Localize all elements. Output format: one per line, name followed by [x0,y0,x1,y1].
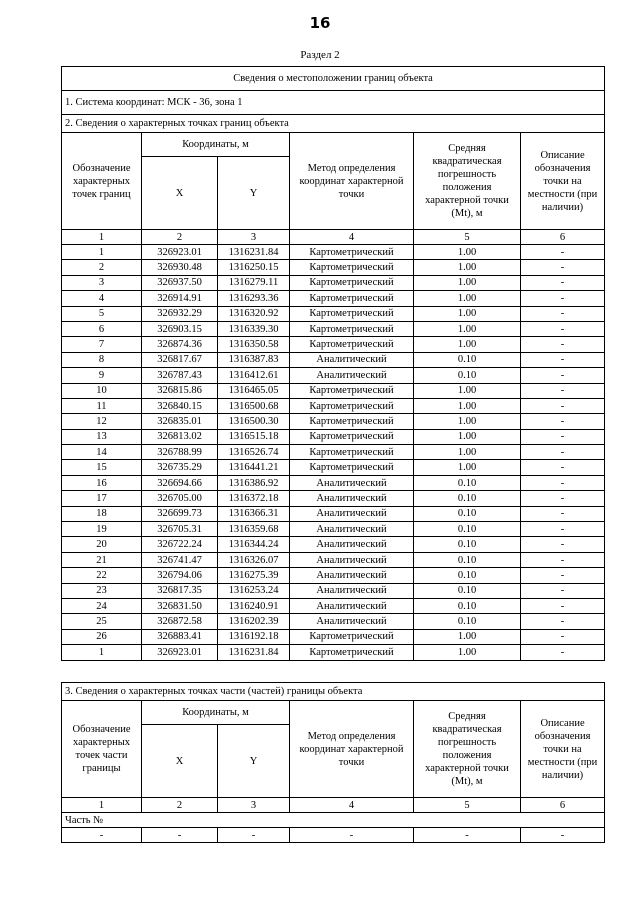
error: 0.10 [414,583,521,598]
method: Картометрический [290,460,414,475]
part-cell: - [414,828,521,843]
header-y: Y [218,157,290,230]
coord-y: 1316350.58 [218,337,290,352]
description: - [521,245,605,260]
table-row [62,491,605,506]
coord-y: 1316500.68 [218,398,290,413]
header-method: Метод определения координат характерной точки [290,133,414,230]
error: 0.10 [414,522,521,537]
description: - [521,475,605,490]
coord-y: 1316320.92 [218,306,290,321]
table-row [62,383,605,398]
method: Картометрический [290,321,414,336]
point-number: 11 [62,398,142,413]
table-row [62,260,605,275]
point-number: 1 [62,645,142,660]
point-number: 10 [62,383,142,398]
header-error: Средняя квадратическая погрешность положения характерной точки (Mt), м [414,133,521,230]
header-description-part: Описание обозначения точки на местности (при наличии) [521,701,605,798]
coord-x: 326817.67 [142,352,218,367]
coord-x: 326794.06 [142,568,218,583]
description: - [521,522,605,537]
table-row [62,245,605,260]
error: 1.00 [414,321,521,336]
description: - [521,568,605,583]
method: Аналитический [290,368,414,383]
coord-x: 326840.15 [142,398,218,413]
header-y-part: Y [218,725,290,798]
point-number: 5 [62,306,142,321]
column-numbers-row [62,230,605,245]
point-number: 12 [62,414,142,429]
coord-x: 326817.35 [142,583,218,598]
point-number: 25 [62,614,142,629]
description: - [521,583,605,598]
header-method-part: Метод определения координат характерной точки [290,701,414,798]
coord-y: 1316192.18 [218,629,290,644]
coord-x: 326699.73 [142,506,218,521]
coord-y: 1316339.30 [218,321,290,336]
method: Картометрический [290,260,414,275]
section-title: Раздел 2 [300,49,340,61]
coord-x: 326923.01 [142,645,218,660]
error: 1.00 [414,306,521,321]
coord-x: 326741.47 [142,552,218,567]
coord-y: 1316279.11 [218,275,290,290]
coord-y: 1316250.15 [218,260,290,275]
table-row [62,629,605,644]
point-number: 18 [62,506,142,521]
column-number: 2 [142,230,218,245]
error: 1.00 [414,429,521,444]
coord-x: 326937.50 [142,275,218,290]
coord-y: 1316500.30 [218,414,290,429]
description: - [521,337,605,352]
column-number: 4 [290,230,414,245]
table-title: Сведения о местоположении границ объекта [62,67,605,91]
method: Картометрический [290,414,414,429]
coord-x: 326930.48 [142,260,218,275]
header-point-label-part: Обозначение характерных точек части границы [62,701,142,798]
table-row [62,429,605,444]
table-row [62,552,605,567]
method: Аналитический [290,583,414,598]
point-number: 21 [62,552,142,567]
coord-y: 1316344.24 [218,537,290,552]
error: 1.00 [414,337,521,352]
table-row [62,368,605,383]
point-number: 24 [62,598,142,613]
coord-y: 1316412.61 [218,368,290,383]
error: 1.00 [414,629,521,644]
coord-x: 326705.31 [142,522,218,537]
method: Аналитический [290,491,414,506]
point-number: 8 [62,352,142,367]
error: 0.10 [414,352,521,367]
method: Картометрический [290,306,414,321]
table-row [62,598,605,613]
description: - [521,598,605,613]
method: Картометрический [290,445,414,460]
point-number: 19 [62,522,142,537]
point-number: 22 [62,568,142,583]
header-description: Описание обозначения точки на местности (при наличии) [521,133,605,230]
table-row [62,445,605,460]
error: 0.10 [414,598,521,613]
column-number: 3 [218,230,290,245]
error: 0.10 [414,506,521,521]
error: 1.00 [414,460,521,475]
error: 1.00 [414,245,521,260]
error: 0.10 [414,568,521,583]
part-label: Часть № [62,813,605,828]
header-x: X [142,157,218,230]
header-point-label: Обозначение характерных точек границ [62,133,142,230]
coord-y: 1316359.68 [218,522,290,537]
column-number: 3 [218,798,290,813]
method: Аналитический [290,352,414,367]
table-row [62,506,605,521]
method: Картометрический [290,275,414,290]
column-number: 1 [62,798,142,813]
description: - [521,275,605,290]
column-number: 5 [414,230,521,245]
method: Картометрический [290,645,414,660]
error: 0.10 [414,552,521,567]
point-number: 2 [62,260,142,275]
header-coords-part: Координаты, м [142,701,290,725]
description: - [521,614,605,629]
coord-x: 326705.00 [142,491,218,506]
coord-x: 326883.41 [142,629,218,644]
error: 1.00 [414,398,521,413]
part-table [61,682,605,843]
description: - [521,368,605,383]
table-row [62,583,605,598]
header-x-part: X [142,725,218,798]
coord-x: 326914.91 [142,291,218,306]
table-row [62,337,605,352]
description: - [521,352,605,367]
method: Аналитический [290,552,414,567]
point-number: 3 [62,275,142,290]
error: 1.00 [414,275,521,290]
method: Картометрический [290,291,414,306]
coord-x: 326813.02 [142,429,218,444]
subsection-2: 2. Сведения о характерных точках границ объекта [62,115,605,133]
table-row [62,414,605,429]
table-row [62,522,605,537]
table-row [62,645,605,660]
method: Картометрический [290,383,414,398]
table-row [62,568,605,583]
coord-y: 1316366.31 [218,506,290,521]
column-number: 6 [521,230,605,245]
coord-y: 1316240.91 [218,598,290,613]
description: - [521,537,605,552]
description: - [521,506,605,521]
error: 0.10 [414,491,521,506]
description: - [521,398,605,413]
part-cell: - [290,828,414,843]
boundary-table [61,66,605,661]
point-number: 15 [62,460,142,475]
coord-y: 1316293.36 [218,291,290,306]
description: - [521,460,605,475]
column-number: 6 [521,798,605,813]
method: Аналитический [290,506,414,521]
description: - [521,260,605,275]
method: Аналитический [290,522,414,537]
method: Аналитический [290,568,414,583]
description: - [521,383,605,398]
point-number: 26 [62,629,142,644]
description: - [521,291,605,306]
method: Аналитический [290,537,414,552]
point-number: 23 [62,583,142,598]
method: Картометрический [290,337,414,352]
coord-y: 1316202.39 [218,614,290,629]
table-row [62,614,605,629]
method: Картометрический [290,245,414,260]
table-row [62,306,605,321]
column-number: 5 [414,798,521,813]
coord-system: 1. Система координат: МСК - 36, зона 1 [62,91,605,115]
table-row [62,828,605,843]
error: 1.00 [414,383,521,398]
column-number: 1 [62,230,142,245]
table-row [62,475,605,490]
coord-x: 326831.50 [142,598,218,613]
coord-y: 1316386.92 [218,475,290,490]
part-cell: - [142,828,218,843]
coord-x: 326788.99 [142,445,218,460]
point-number: 7 [62,337,142,352]
point-number: 9 [62,368,142,383]
part-cell: - [218,828,290,843]
coord-x: 326923.01 [142,245,218,260]
description: - [521,629,605,644]
method: Картометрический [290,398,414,413]
point-number: 14 [62,445,142,460]
coord-y: 1316515.18 [218,429,290,444]
coord-y: 1316372.18 [218,491,290,506]
page-number: 16 [309,14,331,32]
coord-y: 1316387.83 [218,352,290,367]
part-cell: - [62,828,142,843]
column-number: 4 [290,798,414,813]
coord-y: 1316441.21 [218,460,290,475]
description: - [521,645,605,660]
header-error-part: Средняя квадратическая погрешность положения характерной точки (Mt), м [414,701,521,798]
error: 0.10 [414,368,521,383]
table-row [62,460,605,475]
error: 0.10 [414,537,521,552]
description: - [521,321,605,336]
method: Аналитический [290,475,414,490]
coord-x: 326872.58 [142,614,218,629]
coord-x: 326815.86 [142,383,218,398]
error: 0.10 [414,614,521,629]
coord-y: 1316526.74 [218,445,290,460]
method: Картометрический [290,629,414,644]
point-number: 17 [62,491,142,506]
coord-x: 326787.43 [142,368,218,383]
point-number: 1 [62,245,142,260]
coord-y: 1316231.84 [218,245,290,260]
table-row [62,398,605,413]
table-row [62,321,605,336]
table-row [62,291,605,306]
description: - [521,491,605,506]
coord-x: 326694.66 [142,475,218,490]
point-number: 13 [62,429,142,444]
error: 1.00 [414,291,521,306]
column-number: 2 [142,798,218,813]
error: 1.00 [414,445,521,460]
error: 1.00 [414,645,521,660]
error: 0.10 [414,475,521,490]
coord-y: 1316231.84 [218,645,290,660]
method: Аналитический [290,598,414,613]
table-row [62,275,605,290]
description: - [521,429,605,444]
point-number: 4 [62,291,142,306]
coord-y: 1316326.07 [218,552,290,567]
table-row [62,537,605,552]
coord-y: 1316275.39 [218,568,290,583]
table-row [62,352,605,367]
description: - [521,306,605,321]
coord-y: 1316465.05 [218,383,290,398]
coord-x: 326722.24 [142,537,218,552]
error: 1.00 [414,260,521,275]
coord-x: 326735.29 [142,460,218,475]
description: - [521,552,605,567]
coord-x: 326874.36 [142,337,218,352]
method: Картометрический [290,429,414,444]
coord-x: 326932.29 [142,306,218,321]
part-cell: - [521,828,605,843]
description: - [521,414,605,429]
coord-x: 326903.15 [142,321,218,336]
coord-x: 326835.01 [142,414,218,429]
point-number: 20 [62,537,142,552]
point-number: 6 [62,321,142,336]
column-numbers-row [62,798,605,813]
point-number: 16 [62,475,142,490]
header-coords: Координаты, м [142,133,290,157]
subsection-3: 3. Сведения о характерных точках части (частей) границы объекта [62,683,605,701]
description: - [521,445,605,460]
error: 1.00 [414,414,521,429]
method: Аналитический [290,614,414,629]
coord-y: 1316253.24 [218,583,290,598]
